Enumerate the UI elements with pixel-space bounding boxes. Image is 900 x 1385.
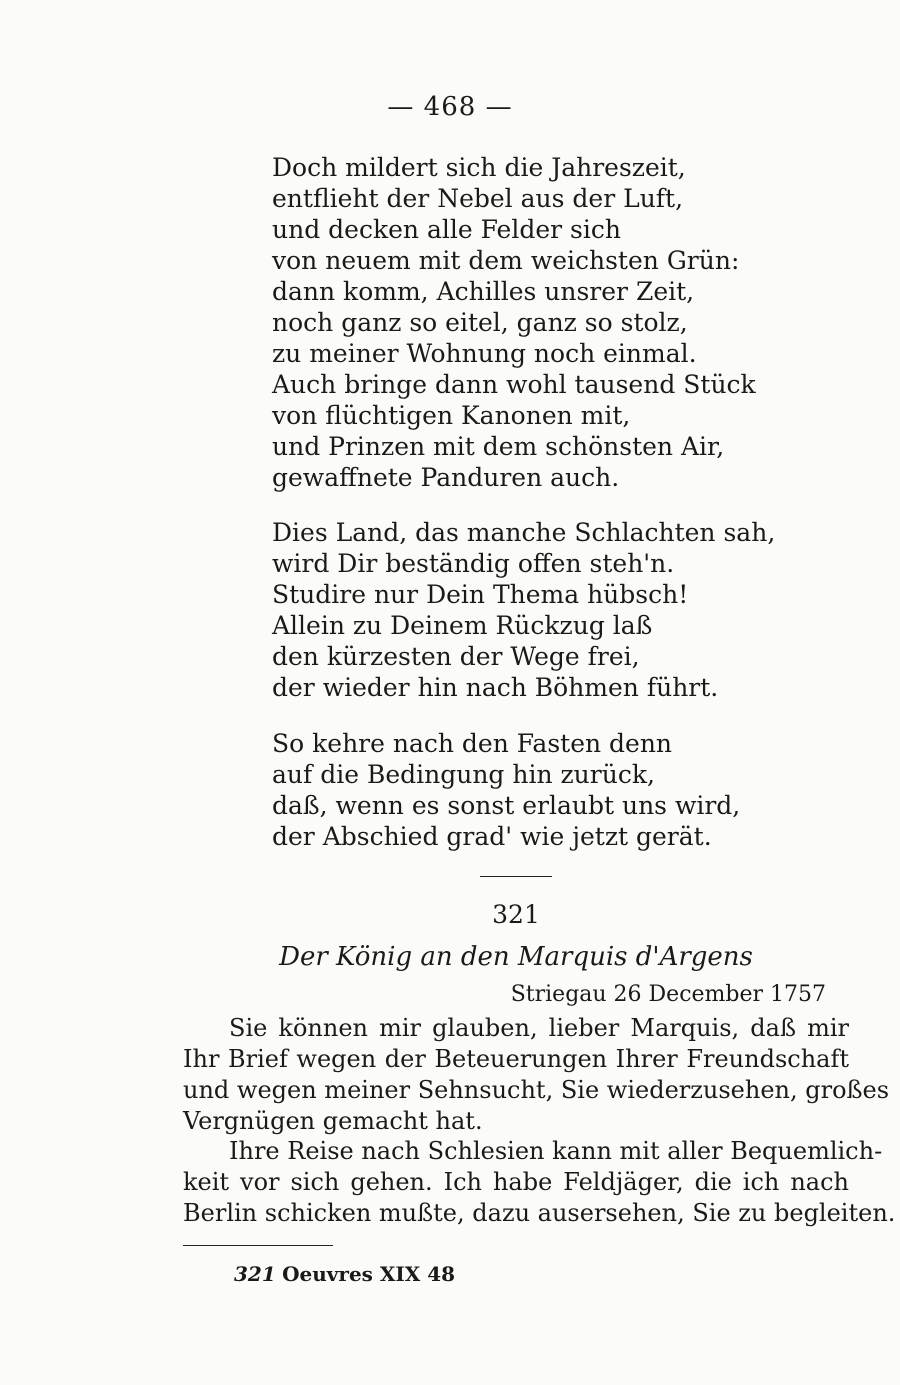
poem-line: daß, wenn es sonst erlaubt uns wird, bbox=[272, 791, 741, 820]
footnote bbox=[234, 1262, 455, 1286]
letter-number: 321 bbox=[492, 900, 540, 929]
poem-line: entflieht der Nebel aus der Luft, bbox=[272, 184, 684, 213]
letter-title: Der König an den Marquis d'Argens bbox=[279, 942, 753, 972]
poem-line: Studire nur Dein Thema hübsch! bbox=[272, 580, 689, 609]
poem-line: zu meiner Wohnung noch einmal. bbox=[272, 339, 697, 368]
poem-line: und decken alle Felder sich bbox=[272, 215, 621, 244]
section-divider bbox=[480, 876, 552, 877]
poem-line: von neuem mit dem weichsten Grün: bbox=[272, 246, 740, 275]
letter-paragraph bbox=[183, 1136, 896, 1229]
poem-line: gewaffnete Panduren auch. bbox=[272, 463, 620, 492]
poem-stanza bbox=[272, 152, 756, 493]
poem-line: von flüchtigen Kanonen mit, bbox=[272, 401, 631, 430]
poem-line: Doch mildert sich die Jahreszeit, bbox=[272, 153, 686, 182]
poem-line: Auch bringe dann wohl tausend Stück bbox=[272, 370, 756, 399]
poem-stanza bbox=[272, 517, 775, 703]
prose-line: Vergnügen gemacht hat. bbox=[183, 1107, 483, 1135]
poem-line: und Prinzen mit dem schönsten Air, bbox=[272, 432, 725, 461]
poem-line: den kürzesten der Wege frei, bbox=[272, 642, 640, 671]
poem-line: noch ganz so eitel, ganz so stolz, bbox=[272, 308, 688, 337]
poem-line: der wieder hin nach Böhmen führt. bbox=[272, 673, 719, 702]
prose-line: Ihr Brief wegen der Beteuerungen Ihrer Freundschaft bbox=[183, 1045, 849, 1073]
poem-line: auf die Bedingung hin zurück, bbox=[272, 760, 655, 789]
poem-line: wird Dir beständig offen steh'n. bbox=[272, 549, 675, 578]
footnote-number: 321 bbox=[234, 1262, 276, 1286]
prose-line: Sie können mir glauben, lieber Marquis, daß mir bbox=[229, 1014, 849, 1042]
prose-line: Berlin schicken mußte, dazu ausersehen, Sie zu begleiten. bbox=[183, 1199, 896, 1227]
prose-line: Ihre Reise nach Schlesien kann mit aller Bequemlich- bbox=[229, 1137, 883, 1165]
footnote-divider bbox=[183, 1245, 333, 1246]
letter-dateline: Striegau 26 December 1757 bbox=[510, 982, 826, 1007]
prose-line: keit vor sich gehen. Ich habe Feldjäger, die ich nach bbox=[183, 1168, 849, 1196]
poem-stanza bbox=[272, 728, 740, 852]
prose-line: und wegen meiner Sehnsucht, Sie wiederzusehen, großes bbox=[183, 1076, 890, 1104]
poem-line: der Abschied grad' wie jetzt gerät. bbox=[272, 822, 712, 851]
poem-line: So kehre nach den Fasten denn bbox=[272, 729, 673, 758]
poem-line: dann komm, Achilles unsrer Zeit, bbox=[272, 277, 695, 306]
poem-line: Allein zu Deinem Rückzug laß bbox=[272, 611, 653, 640]
footnote-text: Oeuvres XIX 48 bbox=[282, 1262, 456, 1286]
letter-paragraph bbox=[183, 1013, 890, 1137]
poem-line: Dies Land, das manche Schlachten sah, bbox=[272, 518, 776, 547]
page-number: — 468 — bbox=[387, 92, 513, 122]
